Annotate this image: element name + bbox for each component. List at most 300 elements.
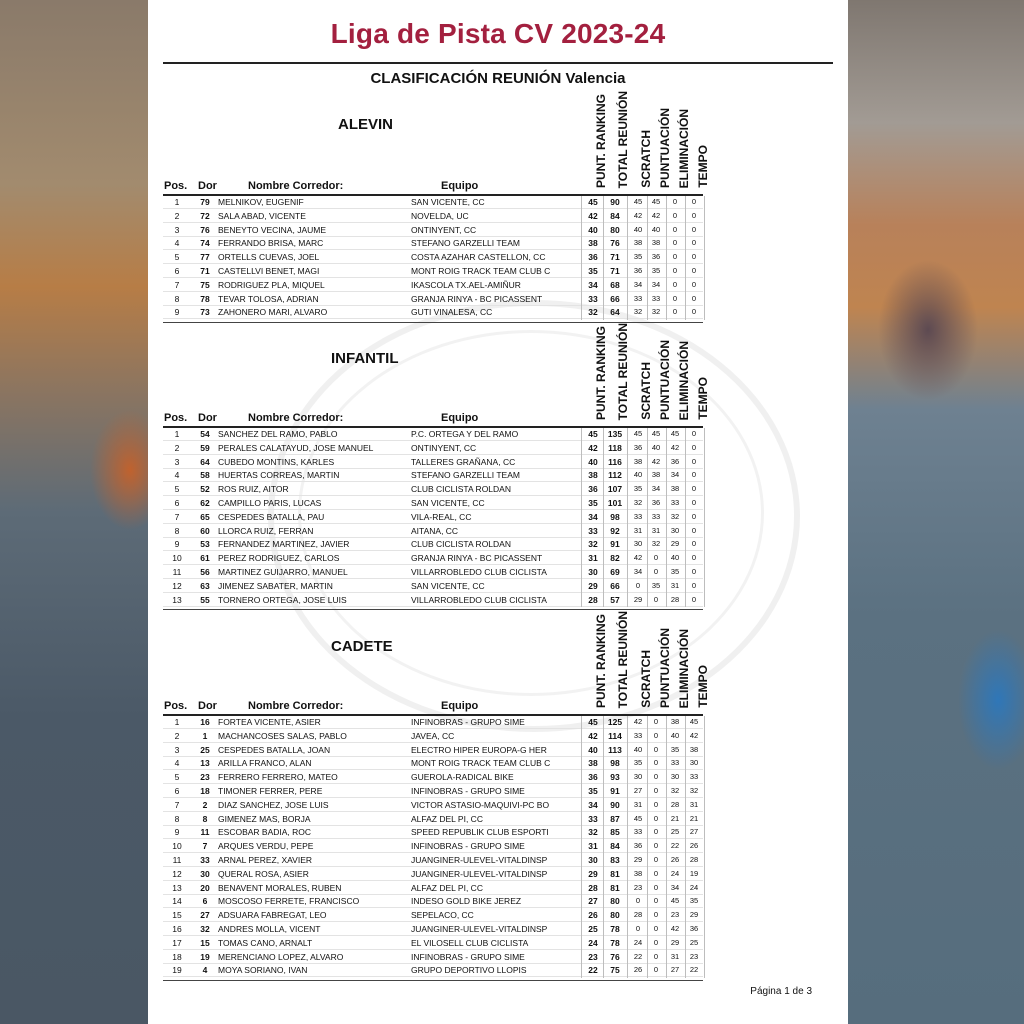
- cell-t: 0: [691, 484, 697, 494]
- cell-pos: 18: [172, 951, 182, 962]
- cell-name: BENEYTO VECINA, JAUME: [218, 224, 327, 235]
- cell-tot: 57: [610, 594, 620, 605]
- cell-name: PEREZ RODRIGUEZ, CARLOS: [218, 553, 340, 564]
- cell-p: 36: [651, 252, 661, 262]
- cell-dor: 8: [202, 813, 208, 824]
- table-row: [163, 552, 703, 565]
- cell-s: 29: [633, 855, 643, 864]
- cell-s: 30: [633, 539, 643, 549]
- cell-dor: 27: [200, 910, 210, 921]
- cell-e: 0: [672, 210, 678, 220]
- cell-pos: 6: [174, 498, 180, 508]
- cell-p: 34: [651, 484, 661, 494]
- cell-pos: 4: [174, 238, 180, 249]
- page-title: Liga de Pista CV 2023-24: [330, 18, 666, 49]
- cell-team: JUANGINER-ULEVEL-VITALDINSP: [411, 924, 548, 934]
- cell-pos: 8: [174, 293, 180, 304]
- cell-s: 33: [633, 827, 643, 837]
- cell-tot: 85: [610, 827, 620, 838]
- cell-dor: 13: [200, 758, 210, 769]
- cell-s: 45: [633, 813, 643, 823]
- cell-t: 0: [691, 293, 697, 303]
- cell-t: 23: [689, 951, 699, 961]
- cell-tot: 71: [610, 252, 620, 263]
- cell-p: 0: [653, 730, 659, 740]
- cell-team: ALFAZ DEL PI, CC: [411, 882, 483, 893]
- cell-e: 26: [670, 855, 680, 864]
- cell-tot: 98: [610, 758, 620, 769]
- cell-name: JIMENEZ SABATER, MARTIN: [218, 580, 333, 591]
- cell-t: 30: [689, 758, 699, 768]
- cell-dor: 18: [200, 786, 210, 796]
- cell-name: ADSUARA FABREGAT, LEO: [218, 910, 327, 921]
- cell-s: 0: [635, 580, 641, 590]
- col-header-team: Equipo: [441, 412, 479, 424]
- cell-tot: 76: [610, 951, 620, 962]
- cell-tot: 93: [610, 772, 620, 783]
- cell-team: JUANGINER-ULEVEL-VITALDINSP: [411, 868, 548, 879]
- cell-name: MOYA SORIANO, IVAN: [218, 965, 308, 976]
- cell-pos: 2: [174, 730, 180, 741]
- cell-pos: 11: [172, 567, 182, 577]
- cell-s: 31: [633, 799, 643, 809]
- cell-team: COSTA AZAHAR CASTELLON, CC: [411, 252, 546, 263]
- cell-name: TIMONER FERRER, PERE: [218, 786, 323, 796]
- cell-t: 0: [691, 594, 697, 604]
- cell-p: 45: [651, 429, 661, 438]
- cell-t: 0: [691, 224, 697, 234]
- cell-dor: 55: [200, 594, 210, 605]
- cell-tot: 81: [610, 882, 620, 893]
- cell-tot: 71: [610, 266, 620, 276]
- cell-pr: 30: [588, 855, 598, 865]
- cell-e: 30: [670, 772, 680, 782]
- cell-p: 0: [653, 882, 659, 892]
- cell-pr: 28: [588, 594, 598, 605]
- cell-s: 38: [633, 868, 643, 878]
- cell-pr: 27: [588, 896, 598, 907]
- cell-p: 42: [651, 210, 661, 220]
- table-row: [163, 594, 703, 607]
- cell-dor: 20: [200, 882, 210, 893]
- col-header-tempo: TEMPO: [696, 377, 710, 420]
- cell-t: 0: [691, 307, 697, 317]
- cell-pos: 8: [174, 813, 180, 824]
- cell-pos: 12: [172, 868, 182, 879]
- cell-tot: 112: [608, 470, 622, 481]
- col-header-tempo: TEMPO: [696, 145, 710, 188]
- cell-p: 34: [651, 279, 661, 289]
- cell-tot: 84: [610, 210, 620, 221]
- col-header-tempo: TEMPO: [696, 665, 710, 708]
- cell-name: ARNAL PEREZ, XAVIER: [218, 855, 312, 865]
- cell-s: 40: [633, 470, 643, 480]
- cell-t: 25: [689, 937, 699, 947]
- cell-s: 32: [633, 307, 643, 317]
- cell-p: 40: [651, 442, 661, 452]
- cell-name: TORNERO ORTEGA, JOSE LUIS: [218, 594, 347, 605]
- cell-team: NOVELDA, UC: [411, 210, 469, 221]
- cell-e: 0: [672, 238, 678, 248]
- cell-dor: 52: [200, 484, 210, 495]
- cell-pos: 10: [172, 841, 182, 852]
- cell-pr: 34: [588, 511, 598, 522]
- table-row: [163, 196, 703, 209]
- cell-name: FORTEA VICENTE, ASIER: [218, 717, 321, 727]
- cell-t: 0: [691, 279, 697, 289]
- col-header-pos: Pos.: [164, 180, 188, 192]
- cell-s: 33: [633, 293, 643, 303]
- cell-pr: 35: [588, 266, 598, 276]
- page-subtitle: CLASIFICACIÓN REUNIÓN Valencia: [370, 70, 626, 87]
- cell-t: 31: [689, 799, 699, 809]
- cell-p: 33: [651, 511, 661, 521]
- cell-team: INFINOBRAS - GRUPO SIME: [411, 951, 525, 962]
- cell-dor: 75: [200, 279, 210, 290]
- cell-tot: 66: [610, 293, 620, 304]
- cell-s: 22: [633, 951, 643, 961]
- cell-p: 0: [653, 841, 659, 851]
- cell-t: 0: [691, 470, 697, 480]
- cell-dor: 77: [200, 252, 210, 263]
- cell-pos: 9: [174, 827, 180, 838]
- cell-team: VILA-REAL, CC: [411, 511, 472, 522]
- cell-team: GUTI VINALESA, CC: [411, 307, 493, 318]
- cell-s: 36: [633, 266, 643, 275]
- cell-dor: 1: [202, 730, 208, 741]
- cell-s: 23: [633, 882, 643, 892]
- cell-name: CAMPILLO PARIS, LUCAS: [218, 498, 322, 508]
- col-header-team: Equipo: [441, 180, 479, 192]
- cell-e: 0: [672, 266, 678, 275]
- cell-p: 45: [651, 197, 661, 206]
- cell-t: 38: [689, 744, 699, 754]
- cell-pos: 14: [172, 896, 182, 907]
- cell-t: 0: [691, 429, 697, 438]
- cell-e: 0: [672, 307, 678, 317]
- cell-dor: 62: [200, 498, 210, 508]
- cell-pos: 4: [174, 758, 180, 769]
- cell-tot: 84: [610, 841, 620, 852]
- cell-pos: 12: [172, 580, 182, 591]
- cell-t: 19: [689, 868, 699, 878]
- cell-t: 0: [691, 498, 697, 507]
- cell-pr: 33: [588, 525, 598, 536]
- cell-name: SANCHEZ DEL RAMO, PABLO: [218, 429, 338, 439]
- cell-e: 42: [670, 442, 680, 452]
- col-header-dor: Dor: [198, 700, 217, 712]
- cell-pr: 28: [588, 882, 598, 893]
- category-title: INFANTIL: [331, 350, 399, 367]
- cell-p: 0: [653, 553, 659, 563]
- cell-s: 32: [633, 498, 643, 507]
- table-row: [163, 923, 703, 936]
- table-row: [163, 483, 703, 496]
- cell-pos: 10: [172, 553, 182, 564]
- cell-s: 33: [633, 511, 643, 521]
- cell-tot: 78: [610, 937, 620, 948]
- cell-p: 0: [653, 937, 659, 947]
- table-row: [163, 251, 703, 264]
- cell-pos: 13: [172, 594, 182, 605]
- cell-team: CLUB CICLISTA ROLDAN: [411, 484, 511, 495]
- cell-p: 0: [653, 758, 659, 768]
- cell-pr: 42: [588, 210, 598, 221]
- cell-pr: 29: [588, 580, 598, 591]
- table-row: [163, 937, 703, 950]
- table-row: [163, 210, 703, 223]
- cell-team: STEFANO GARZELLI TEAM: [411, 470, 520, 481]
- cell-pos: 1: [174, 429, 180, 439]
- cell-s: 0: [635, 924, 641, 933]
- cell-s: 34: [633, 567, 643, 576]
- cell-pr: 35: [588, 498, 598, 508]
- cell-e: 34: [670, 470, 680, 480]
- cell-e: 31: [670, 951, 680, 961]
- cell-e: 36: [670, 456, 680, 466]
- cell-tot: 75: [610, 965, 620, 976]
- col-header-team: Equipo: [441, 700, 479, 712]
- background-photo-left: [0, 0, 148, 1024]
- cell-t: 22: [689, 965, 699, 975]
- cell-t: 0: [691, 525, 697, 535]
- cell-tot: 80: [610, 910, 620, 921]
- cell-pos: 17: [172, 937, 182, 948]
- cell-tot: 91: [610, 786, 620, 796]
- cell-dor: 72: [200, 210, 210, 221]
- cell-pr: 38: [588, 238, 598, 249]
- cell-e: 25: [670, 827, 680, 837]
- cell-pr: 45: [588, 429, 598, 439]
- cell-pr: 23: [588, 951, 598, 962]
- cell-p: 33: [651, 293, 661, 303]
- cell-pr: 31: [588, 553, 598, 564]
- cell-e: 0: [672, 224, 678, 234]
- cell-pr: 38: [588, 758, 598, 769]
- cell-t: 24: [689, 882, 699, 892]
- cell-p: 0: [653, 896, 659, 906]
- cell-p: 0: [653, 567, 659, 576]
- cell-team: EL VILOSELL CLUB CICLISTA: [411, 937, 529, 948]
- cell-s: 45: [633, 197, 643, 206]
- cell-t: 0: [691, 553, 697, 563]
- table-row: [163, 840, 703, 853]
- cell-dor: 25: [200, 744, 210, 755]
- cell-pr: 36: [588, 772, 598, 783]
- cell-pos: 1: [174, 717, 180, 727]
- cell-p: 0: [653, 772, 659, 782]
- col-header-punt-ranking: PUNT. RANKING: [594, 93, 608, 188]
- cell-p: 35: [651, 266, 661, 275]
- cell-team: TALLERES GRAÑANA, CC: [411, 456, 516, 467]
- cell-e: 33: [670, 498, 680, 507]
- cell-dor: 73: [200, 307, 210, 318]
- category-title: CADETE: [331, 638, 393, 655]
- cell-t: 0: [691, 238, 697, 248]
- cell-s: 36: [633, 841, 643, 851]
- cell-p: 36: [651, 498, 661, 507]
- cell-team: CLUB CICLISTA ROLDAN: [411, 539, 511, 550]
- cell-p: 38: [651, 470, 661, 480]
- col-header-puntuacion: PUNTUACIÓN: [658, 628, 672, 708]
- cell-team: INFINOBRAS - GRUPO SIME: [411, 786, 525, 796]
- table-row: [163, 306, 703, 319]
- cell-s: 26: [633, 965, 643, 975]
- col-header-scratch: SCRATCH: [639, 130, 653, 188]
- table-row: [163, 279, 703, 292]
- cell-dor: 15: [200, 937, 210, 948]
- col-header-name: Nombre Corredor:: [248, 700, 344, 712]
- table-row: [163, 580, 703, 593]
- cell-dor: 56: [200, 567, 210, 577]
- cell-t: 0: [691, 210, 697, 220]
- cell-dor: 76: [200, 224, 210, 235]
- table-row: [163, 744, 703, 757]
- table-row: [163, 771, 703, 784]
- cell-dor: 79: [200, 197, 210, 207]
- cell-s: 33: [633, 730, 643, 740]
- cell-e: 0: [672, 252, 678, 262]
- cell-team: IKASCOLA TX.AEL-AMIÑUR: [411, 279, 521, 290]
- cell-t: 0: [691, 511, 697, 521]
- cell-p: 40: [651, 224, 661, 234]
- cell-s: 42: [633, 553, 643, 563]
- cell-pos: 7: [174, 279, 180, 290]
- cell-e: 0: [672, 293, 678, 303]
- cell-team: GRANJA RINYA - BC PICASSENT: [411, 553, 543, 564]
- table-row: [163, 909, 703, 922]
- cell-e: 45: [670, 896, 680, 906]
- table-row: [163, 716, 703, 729]
- cell-tot: 82: [610, 553, 620, 564]
- cell-p: 0: [653, 799, 659, 809]
- col-header-total-reunion: TOTAL REUNIÓN: [616, 90, 630, 188]
- table-row: [163, 730, 703, 743]
- cell-s: 31: [633, 525, 643, 535]
- table-row: [163, 951, 703, 964]
- cell-team: INFINOBRAS - GRUPO SIME: [411, 841, 525, 852]
- cell-p: 0: [653, 855, 659, 864]
- cell-team: SAN VICENTE, CC: [411, 498, 485, 508]
- cell-team: VILLARROBLEDO CLUB CICLISTA: [411, 594, 547, 605]
- cell-pos: 8: [174, 525, 180, 536]
- cell-name: ARILLA FRANCO, ALAN: [218, 758, 312, 769]
- cell-pr: 32: [588, 539, 598, 550]
- cell-p: 0: [653, 744, 659, 754]
- cell-s: 40: [633, 224, 643, 234]
- cell-pos: 4: [174, 470, 180, 481]
- cell-tot: 64: [610, 307, 620, 318]
- cell-pr: 42: [588, 442, 598, 453]
- col-header-total-reunion: TOTAL REUNIÓN: [616, 322, 630, 420]
- cell-name: LLORCA RUIZ, FERRAN: [218, 525, 314, 536]
- cell-pr: 40: [588, 456, 598, 467]
- cell-pos: 5: [174, 484, 180, 495]
- cell-team: SAN VICENTE, CC: [411, 580, 485, 591]
- cell-pos: 7: [174, 511, 180, 522]
- cell-pos: 1: [174, 197, 180, 207]
- category-title: ALEVIN: [338, 116, 394, 133]
- cell-tot: 76: [610, 238, 620, 249]
- cell-team: GUEROLA-RADICAL BIKE: [411, 772, 514, 783]
- cell-name: MELNIKOV, EUGENIF: [218, 197, 304, 207]
- cell-pr: 36: [588, 252, 598, 263]
- cell-name: CASTELLVI BENET, MAGI: [218, 266, 320, 276]
- cell-s: 42: [633, 717, 643, 726]
- cell-e: 33: [670, 758, 680, 768]
- cell-dor: 16: [200, 717, 210, 727]
- cell-tot: 80: [610, 224, 620, 235]
- cell-pos: 6: [174, 266, 180, 276]
- cell-e: 23: [670, 910, 680, 920]
- cell-s: 29: [633, 594, 643, 604]
- cell-pr: 34: [588, 799, 598, 810]
- cell-t: 0: [691, 252, 697, 262]
- cell-tot: 78: [610, 924, 620, 934]
- cell-pr: 45: [588, 717, 598, 727]
- cell-name: CESPEDES BATALLA, PAU: [218, 511, 325, 522]
- cell-tot: 80: [610, 896, 620, 907]
- cell-dor: 65: [200, 511, 210, 522]
- cell-t: 0: [691, 567, 697, 576]
- cell-team: SAN VICENTE, CC: [411, 197, 485, 207]
- cell-e: 40: [670, 730, 680, 740]
- cell-t: 21: [689, 813, 699, 823]
- cell-pos: 5: [174, 772, 180, 783]
- cell-dor: 74: [200, 238, 210, 249]
- cell-e: 30: [670, 525, 680, 535]
- col-header-total-reunion: TOTAL REUNIÓN: [616, 610, 630, 708]
- cell-name: ANDRES MOLLA, VICENT: [218, 924, 321, 934]
- col-header-dor: Dor: [198, 180, 217, 192]
- cell-pr: 34: [588, 279, 598, 290]
- cell-pr: 32: [588, 827, 598, 838]
- cell-dor: 7: [202, 841, 208, 852]
- col-header-puntuacion: PUNTUACIÓN: [658, 340, 672, 420]
- cell-s: 0: [635, 896, 641, 906]
- cell-e: 28: [670, 799, 680, 809]
- cell-dor: 11: [200, 827, 210, 838]
- cell-tot: 114: [608, 730, 622, 741]
- cell-team: AITANA, CC: [411, 525, 459, 536]
- cell-p: 0: [653, 910, 659, 920]
- cell-e: 32: [670, 511, 680, 521]
- cell-p: 0: [653, 717, 659, 726]
- cell-p: 32: [651, 307, 661, 317]
- cell-pos: 5: [174, 252, 180, 263]
- table-row: [163, 442, 703, 455]
- cell-s: 40: [633, 744, 643, 754]
- cell-name: MARTINEZ GUIJARRO, MANUEL: [218, 567, 348, 577]
- cell-dor: 6: [202, 896, 208, 907]
- cell-tot: 81: [610, 868, 620, 879]
- title-divider: [163, 62, 833, 64]
- cell-pr: 31: [588, 841, 598, 852]
- cell-team: INDESO GOLD BIKE JEREZ: [411, 896, 522, 907]
- cell-e: 27: [670, 965, 680, 975]
- table-row: [163, 456, 703, 469]
- cell-p: 0: [653, 594, 659, 604]
- cell-pos: 6: [174, 786, 180, 796]
- cell-name: ZAHONERO MARI, ALVARO: [218, 307, 328, 318]
- cell-p: 0: [653, 827, 659, 837]
- cell-tot: 91: [610, 539, 620, 550]
- cell-t: 0: [691, 266, 697, 275]
- cell-s: 24: [633, 937, 643, 947]
- col-header-pos: Pos.: [164, 412, 188, 424]
- cell-name: TOMAS CANO, ARNALT: [218, 937, 313, 948]
- cell-e: 31: [670, 580, 680, 590]
